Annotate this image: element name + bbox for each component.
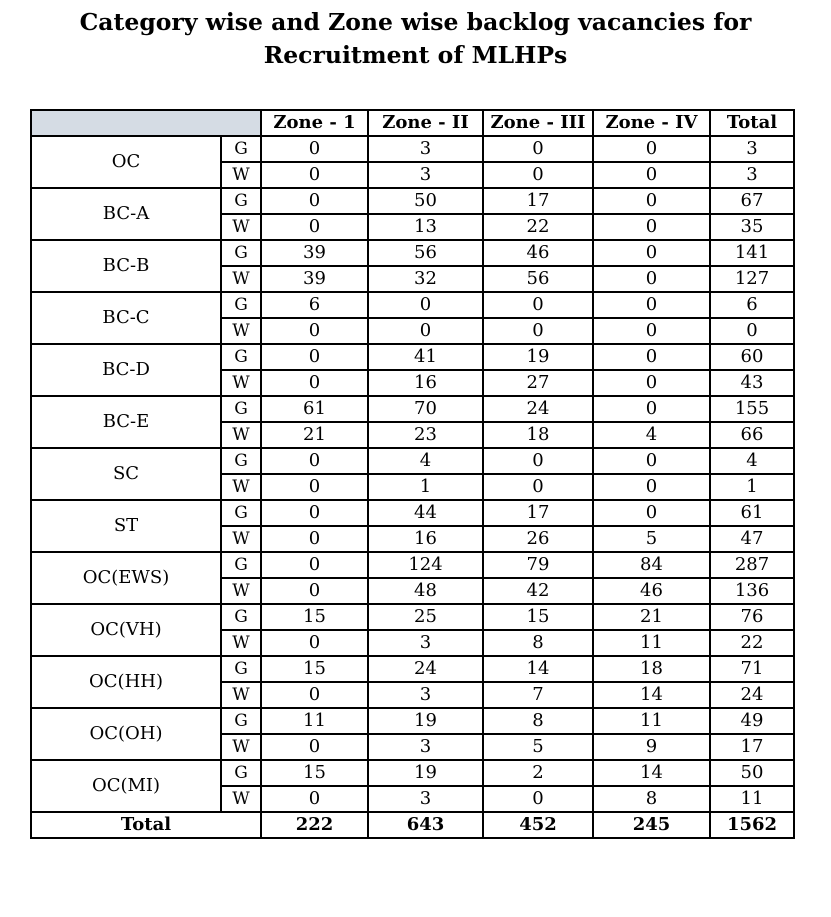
zone-value-cell: 46: [593, 578, 710, 604]
total-label: Total: [31, 812, 261, 838]
zone-value-cell: 26: [483, 526, 593, 552]
zone-value-cell: 15: [261, 760, 368, 786]
zone-value-cell: 44: [368, 500, 483, 526]
row-type: W: [221, 370, 261, 396]
zone-value-cell: 8: [483, 630, 593, 656]
zone-value-cell: 0: [261, 370, 368, 396]
zone-value-cell: 0: [261, 786, 368, 812]
zone-value-cell: 0: [261, 526, 368, 552]
row-total-cell: 3: [710, 136, 794, 162]
category-name: OC(HH): [31, 656, 221, 708]
row-type: G: [221, 708, 261, 734]
row-type: W: [221, 786, 261, 812]
row-type: G: [221, 240, 261, 266]
zone-value-cell: 14: [593, 760, 710, 786]
zone-value-cell: 11: [261, 708, 368, 734]
zone-value-cell: 0: [593, 318, 710, 344]
zone-value-cell: 3: [368, 682, 483, 708]
row-total-cell: 136: [710, 578, 794, 604]
category-name: BC-A: [31, 188, 221, 240]
zone-value-cell: 8: [483, 708, 593, 734]
category-name: OC: [31, 136, 221, 188]
row-type: G: [221, 656, 261, 682]
row-total-cell: 155: [710, 396, 794, 422]
zone-value-cell: 4: [368, 448, 483, 474]
zone-value-cell: 46: [483, 240, 593, 266]
zone-value-cell: 84: [593, 552, 710, 578]
zone-value-cell: 0: [483, 162, 593, 188]
total-zone-3: 452: [483, 812, 593, 838]
zone-value-cell: 13: [368, 214, 483, 240]
zone-value-cell: 0: [368, 292, 483, 318]
total-zone-1: 222: [261, 812, 368, 838]
zone-value-cell: 0: [593, 136, 710, 162]
zone-value-cell: 0: [261, 734, 368, 760]
zone-value-cell: 41: [368, 344, 483, 370]
table-row: [31, 448, 794, 474]
row-total-cell: 60: [710, 344, 794, 370]
zone-value-cell: 18: [593, 656, 710, 682]
table-row: [31, 292, 794, 318]
table-row: [31, 760, 794, 786]
category-name: BC-E: [31, 396, 221, 448]
zone-value-cell: 0: [593, 500, 710, 526]
row-type: G: [221, 396, 261, 422]
zone-value-cell: 16: [368, 526, 483, 552]
zone-value-cell: 24: [368, 656, 483, 682]
category-name: OC(OH): [31, 708, 221, 760]
row-total-cell: 3: [710, 162, 794, 188]
category-name: BC-D: [31, 344, 221, 396]
zone-value-cell: 61: [261, 396, 368, 422]
row-type: W: [221, 734, 261, 760]
zone-value-cell: 0: [261, 344, 368, 370]
zone-value-cell: 39: [261, 240, 368, 266]
row-total-cell: 43: [710, 370, 794, 396]
row-total-cell: 11: [710, 786, 794, 812]
row-type: G: [221, 292, 261, 318]
zone-value-cell: 8: [593, 786, 710, 812]
row-type: W: [221, 162, 261, 188]
zone-value-cell: 0: [261, 630, 368, 656]
row-total-cell: 66: [710, 422, 794, 448]
category-name: BC-C: [31, 292, 221, 344]
zone-value-cell: 18: [483, 422, 593, 448]
row-type: G: [221, 552, 261, 578]
zone-value-cell: 14: [593, 682, 710, 708]
zone-value-cell: 24: [483, 396, 593, 422]
zone-value-cell: 0: [593, 266, 710, 292]
row-type: G: [221, 760, 261, 786]
total-zone-4: 245: [593, 812, 710, 838]
zone-value-cell: 0: [261, 214, 368, 240]
table-row: [31, 552, 794, 578]
category-name: ST: [31, 500, 221, 552]
table-row: [31, 656, 794, 682]
zone-value-cell: 27: [483, 370, 593, 396]
zone-value-cell: 0: [593, 162, 710, 188]
zone-value-cell: 32: [368, 266, 483, 292]
zone-value-cell: 70: [368, 396, 483, 422]
row-total-cell: 17: [710, 734, 794, 760]
table-row: [31, 240, 794, 266]
zone-value-cell: 0: [593, 292, 710, 318]
table-row: [31, 136, 794, 162]
zone-value-cell: 0: [261, 318, 368, 344]
table-row: [31, 188, 794, 214]
row-total-cell: 4: [710, 448, 794, 474]
total-grand: 1562: [710, 812, 794, 838]
row-type: G: [221, 604, 261, 630]
zone-value-cell: 17: [483, 188, 593, 214]
zone-value-cell: 124: [368, 552, 483, 578]
row-type: W: [221, 214, 261, 240]
row-type: G: [221, 188, 261, 214]
row-total-cell: 50: [710, 760, 794, 786]
category-name: BC-B: [31, 240, 221, 292]
zone-value-cell: 11: [593, 630, 710, 656]
zone-value-cell: 0: [483, 136, 593, 162]
header-zone-2: Zone - II: [368, 110, 483, 136]
zone-value-cell: 14: [483, 656, 593, 682]
zone-value-cell: 19: [368, 760, 483, 786]
row-type: G: [221, 448, 261, 474]
zone-value-cell: 25: [368, 604, 483, 630]
category-name: OC(MI): [31, 760, 221, 812]
zone-value-cell: 0: [593, 214, 710, 240]
zone-value-cell: 22: [483, 214, 593, 240]
zone-value-cell: 0: [483, 318, 593, 344]
zone-value-cell: 9: [593, 734, 710, 760]
zone-value-cell: 0: [593, 474, 710, 500]
table-row: [31, 604, 794, 630]
table-row: [31, 708, 794, 734]
row-total-cell: 47: [710, 526, 794, 552]
zone-value-cell: 6: [261, 292, 368, 318]
zone-value-cell: 0: [261, 552, 368, 578]
zone-value-cell: 0: [483, 448, 593, 474]
zone-value-cell: 5: [483, 734, 593, 760]
zone-value-cell: 50: [368, 188, 483, 214]
category-name: OC(VH): [31, 604, 221, 656]
row-total-cell: 61: [710, 500, 794, 526]
row-type: W: [221, 474, 261, 500]
zone-value-cell: 0: [483, 786, 593, 812]
title-line-1: Category wise and Zone wise backlog vacancies for: [79, 8, 752, 36]
header-zone-3: Zone - III: [483, 110, 593, 136]
header-zone-4: Zone - IV: [593, 110, 710, 136]
row-total-cell: 1: [710, 474, 794, 500]
zone-value-cell: 0: [483, 474, 593, 500]
zone-value-cell: 16: [368, 370, 483, 396]
row-type: G: [221, 136, 261, 162]
row-type: W: [221, 630, 261, 656]
zone-value-cell: 0: [261, 474, 368, 500]
zone-value-cell: 0: [261, 682, 368, 708]
zone-value-cell: 21: [593, 604, 710, 630]
row-total-cell: 127: [710, 266, 794, 292]
category-name: OC(EWS): [31, 552, 221, 604]
zone-value-cell: 0: [261, 448, 368, 474]
row-type: W: [221, 682, 261, 708]
row-total-cell: 67: [710, 188, 794, 214]
row-total-cell: 22: [710, 630, 794, 656]
zone-value-cell: 0: [593, 370, 710, 396]
zone-value-cell: 3: [368, 630, 483, 656]
zone-value-cell: 0: [261, 500, 368, 526]
zone-value-cell: 5: [593, 526, 710, 552]
zone-value-cell: 42: [483, 578, 593, 604]
row-type: W: [221, 578, 261, 604]
zone-value-cell: 0: [261, 188, 368, 214]
row-total-cell: 35: [710, 214, 794, 240]
header-row: [31, 110, 794, 136]
table-row: [31, 500, 794, 526]
total-row: [31, 812, 794, 838]
row-type: G: [221, 344, 261, 370]
backlog-vacancies-table: [30, 109, 795, 839]
row-total-cell: 0: [710, 318, 794, 344]
row-total-cell: 71: [710, 656, 794, 682]
zone-value-cell: 0: [593, 344, 710, 370]
zone-value-cell: 21: [261, 422, 368, 448]
zone-value-cell: 3: [368, 734, 483, 760]
zone-value-cell: 0: [593, 396, 710, 422]
zone-value-cell: 0: [593, 448, 710, 474]
zone-value-cell: 3: [368, 136, 483, 162]
zone-value-cell: 3: [368, 162, 483, 188]
row-type: W: [221, 318, 261, 344]
zone-value-cell: 23: [368, 422, 483, 448]
category-name: SC: [31, 448, 221, 500]
zone-value-cell: 56: [483, 266, 593, 292]
zone-value-cell: 0: [261, 162, 368, 188]
row-type: W: [221, 422, 261, 448]
zone-value-cell: 0: [593, 188, 710, 214]
zone-value-cell: 19: [483, 344, 593, 370]
zone-value-cell: 48: [368, 578, 483, 604]
zone-value-cell: 15: [261, 656, 368, 682]
total-zone-2: 643: [368, 812, 483, 838]
zone-value-cell: 0: [593, 240, 710, 266]
zone-value-cell: 17: [483, 500, 593, 526]
zone-value-cell: 1: [368, 474, 483, 500]
title-line-2: Recruitment of MLHPs: [263, 41, 568, 69]
table-row: [31, 396, 794, 422]
zone-value-cell: 15: [483, 604, 593, 630]
header-zone-1: Zone - 1: [261, 110, 368, 136]
row-total-cell: 287: [710, 552, 794, 578]
zone-value-cell: 15: [261, 604, 368, 630]
zone-value-cell: 0: [368, 318, 483, 344]
zone-value-cell: 0: [483, 292, 593, 318]
zone-value-cell: 4: [593, 422, 710, 448]
row-total-cell: 24: [710, 682, 794, 708]
row-type: W: [221, 526, 261, 552]
row-total-cell: 141: [710, 240, 794, 266]
zone-value-cell: 56: [368, 240, 483, 266]
zone-value-cell: 0: [261, 136, 368, 162]
zone-value-cell: 7: [483, 682, 593, 708]
table-row: [31, 344, 794, 370]
table-body: [31, 136, 794, 812]
row-total-cell: 6: [710, 292, 794, 318]
zone-value-cell: 39: [261, 266, 368, 292]
row-total-cell: 76: [710, 604, 794, 630]
zone-value-cell: 11: [593, 708, 710, 734]
row-type: G: [221, 500, 261, 526]
zone-value-cell: 79: [483, 552, 593, 578]
zone-value-cell: 2: [483, 760, 593, 786]
header-total: Total: [710, 110, 794, 136]
page-title: [0, 6, 831, 72]
zone-value-cell: 0: [261, 578, 368, 604]
row-type: W: [221, 266, 261, 292]
zone-value-cell: 3: [368, 786, 483, 812]
header-corner-cell: [31, 110, 261, 136]
row-total-cell: 49: [710, 708, 794, 734]
zone-value-cell: 19: [368, 708, 483, 734]
